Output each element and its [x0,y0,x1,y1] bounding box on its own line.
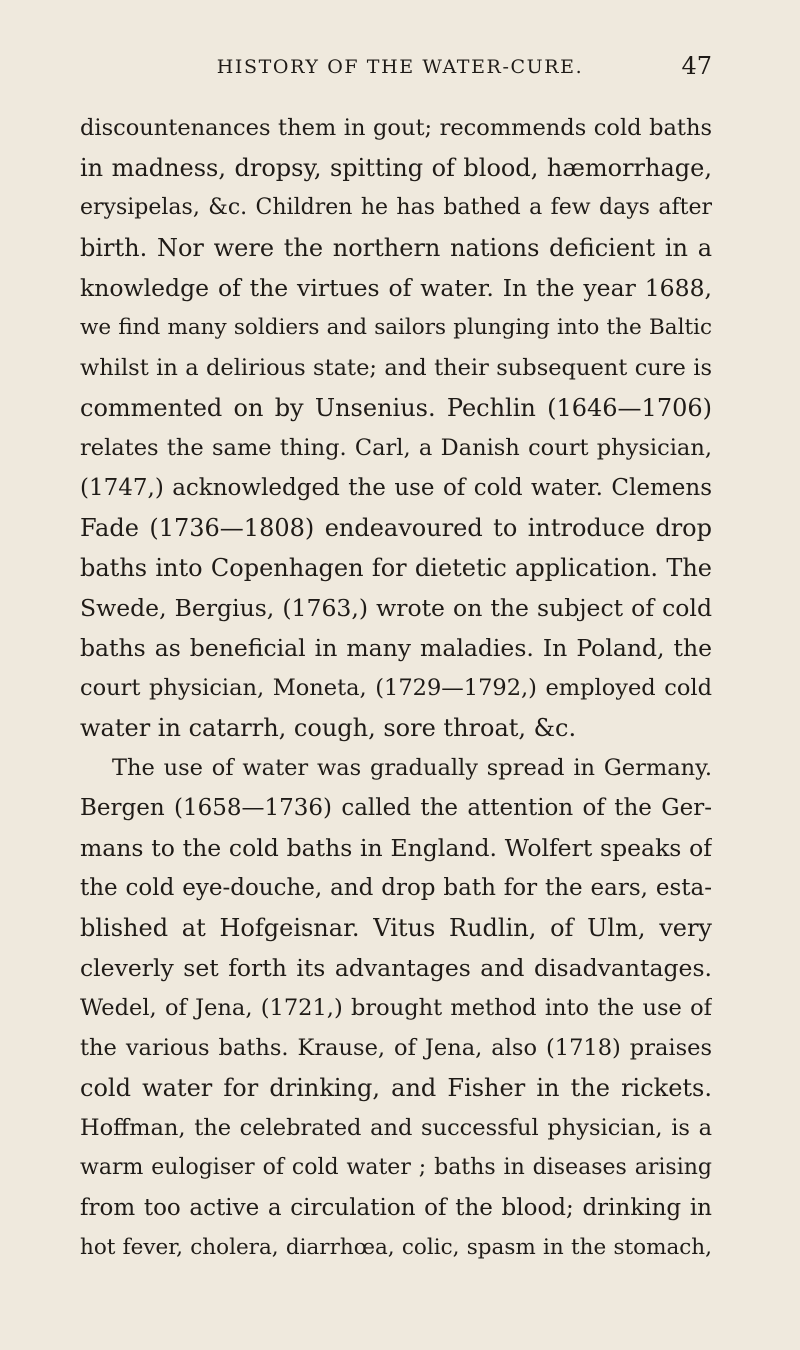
paragraph-start-line: The use of water was gradually spread in Germany. [112,755,712,781]
text-line: (1747,) acknowledged the use of cold water. Clemens [80,475,712,501]
page-number: 47 [681,52,712,80]
running-head [80,52,712,86]
text-line: Fade (1736—1808) endeavoured to introduce drop [80,514,712,542]
text-line: commented on by Unsenius. Pechlin (1646—1706) [80,394,712,422]
text-line: warm eulogiser of cold water ; baths in diseases arising [80,1155,712,1180]
text-line: whilst in a delirious state; and their subsequent cure is [80,355,712,381]
text-line: blished at Hofgeisnar. Vitus Rudlin, of Ulm, very [80,914,712,942]
text-line: relates the same thing. Carl, a Danish court physician, [80,435,712,461]
text-line: erysipelas, &c. Children he has bathed a few days after [80,195,712,220]
text-line: we find many soldiers and sailors plunging into the Baltic [80,315,712,340]
text-line: mans to the cold baths in England. Wolfert speaks of [80,834,712,862]
text-line: in madness, dropsy, spitting of blood, hæmorrhage, [80,154,712,182]
body-text [80,108,712,1268]
text-line: Hoffman, the celebrated and successful physician, is a [80,1115,712,1141]
text-line: cleverly set forth its advantages and disadvantages. [80,954,712,982]
text-line: the various baths. Krause, of Jena, also (1718) praises [80,1035,712,1061]
text-line: court physician, Moneta, (1729—1792,) employed cold [80,675,712,701]
text-line: Wedel, of Jena, (1721,) brought method into the use of [80,995,712,1021]
text-line: baths as beneficial in many maladies. In Poland, the [80,634,712,662]
text-line: discountenances them in gout; recommends cold baths [80,115,712,141]
text-line: Bergen (1658—1736) called the attention of the Ger- [80,795,712,821]
text-line: hot fever, cholera, diarrhœa, colic, spasm in the stomach, [80,1235,712,1260]
text-line: water in catarrh, cough, sore throat, &c. [80,714,577,742]
text-line: birth. Nor were the northern nations deficient in a [80,234,712,262]
text-line: the cold eye-douche, and drop bath for the ears, esta- [80,875,712,901]
text-line: Swede, Bergius, (1763,) wrote on the subject of cold [80,594,712,622]
text-line: from too active a circulation of the blood; drinking in [80,1195,712,1221]
text-line: baths into Copenhagen for dietetic application. The [80,554,712,582]
running-title: HISTORY OF THE WATER-CURE. [216,56,584,78]
text-line: cold water for drinking, and Fisher in the rickets. [80,1074,712,1102]
text-line: knowledge of the virtues of water. In the year 1688, [80,274,712,302]
